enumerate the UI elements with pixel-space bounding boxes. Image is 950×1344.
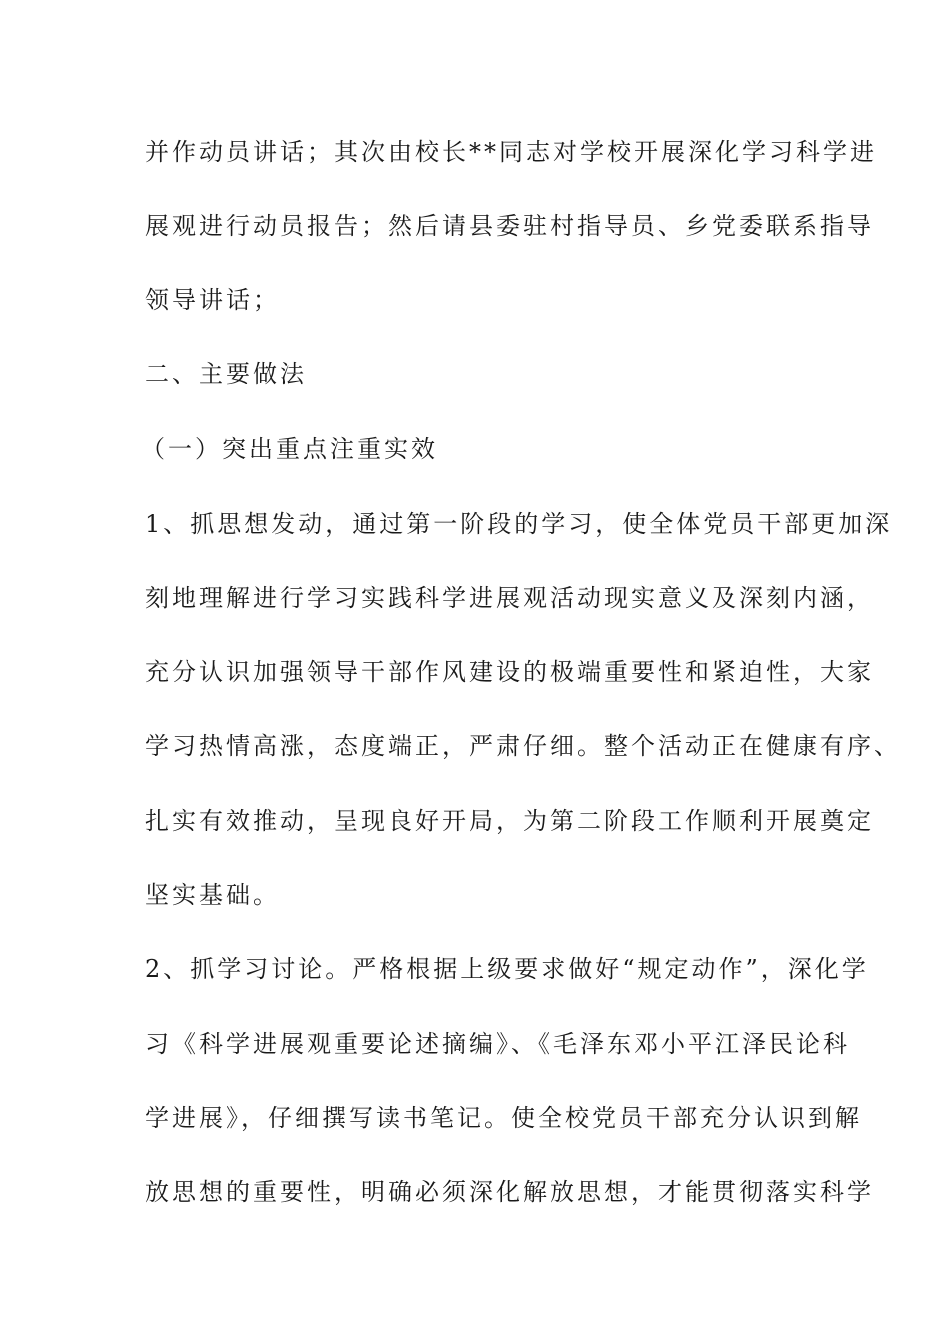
text-line: 1、抓思想发动，通过第一阶段的学习，使全体党员干部更加深 (145, 510, 893, 538)
text-line: 2、抓学习讨论。严格根据上级要求做好“规定动作”，深化学 (145, 955, 869, 983)
subsection-heading: （一）突出重点注重实效 (141, 435, 438, 463)
text-line: 学进展》，仔细撰写读书笔记。使全校党员干部充分认识到解 (145, 1104, 862, 1132)
text-line: 习《科学进展观重要论述摘编》、《毛泽东邓小平江泽民论科 (145, 1030, 850, 1058)
text-line: 领导讲话； (145, 286, 280, 314)
text-line: 展观进行动员报告；然后请县委驻村指导员、乡党委联系指导 (145, 212, 874, 240)
text-line: 充分认识加强领导干部作风建设的极端重要性和紧迫性，大家 (145, 658, 874, 686)
text-line: 扎实有效推动，呈现良好开局，为第二阶段工作顺利开展奠定 (145, 807, 874, 835)
text-line: 并作动员讲话；其次由校长**同志对学校开展深化学习科学进 (145, 138, 877, 166)
section-heading: 二、主要做法 (145, 360, 307, 388)
text-line: 刻地理解进行学习实践科学进展观活动现实意义及深刻内涵， (145, 584, 874, 612)
text-line: 放思想的重要性，明确必须深化解放思想，才能贯彻落实科学 (145, 1178, 874, 1206)
text-line: 学习热情高涨，态度端正，严肃仔细。整个活动正在健康有序、 (145, 732, 901, 760)
text-line: 坚实基础。 (145, 881, 280, 909)
